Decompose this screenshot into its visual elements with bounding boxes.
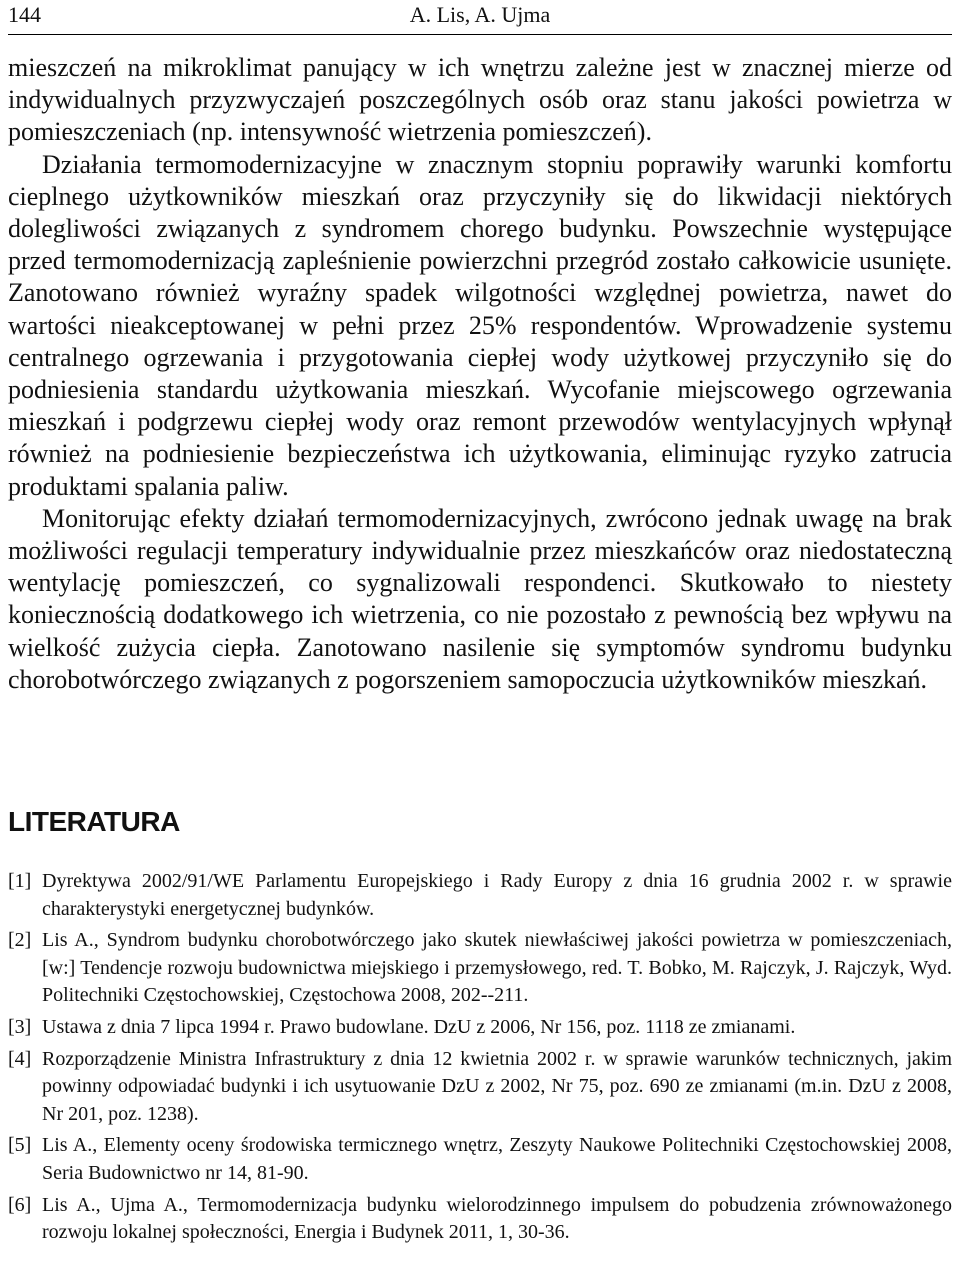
body-paragraph: Monitorując efekty działań termomodernizacyjnych, zwrócono jednak uwagę na brak możliwości regulacji temperatury indywidualnie przez mieszkańców oraz niedostateczną wentylację pomieszczeń, co sygnalizowali respondenci. Skutkowało to niestety koniecznością dodatkowego ich wietrzenia, co nie pozostało z pewnością bez wpływu na wielkość zużycia ciepła. Zanotowano nasilenie się symptomów syndromu budynku chorobotwórczego związanych z pogorszeniem samopoczucia użytkowników mieszkań. [8, 503, 952, 694]
running-head-authors: A. Lis, A. Ujma [409, 2, 551, 27]
section-heading-literature: LITERATURA [8, 806, 180, 837]
reference-item [8, 1192, 952, 1247]
reference-text: Dyrektywa 2002/91/WE Parlamentu Europejskiego i Rady Europy z dnia 16 grudnia 2002 r. w sprawie charakterystyki energetycznej budynków. [42, 870, 952, 920]
body-paragraph: Działania termomodernizacyjne w znacznym stopniu poprawiły warunki komfortu cieplnego użytkowników mieszkań oraz przyczyniły się do likwidacji niektórych dolegliwości związanych z syndromem chorego budynku. Powszechnie występujące przed termomodernizacją zapleśnienie powierzchni przegród zostało całkowicie usunięte. Zanotowano również wyraźny spadek wilgotności względnej powietrza, nawet do wartości nieakceptowanej w pełni przez 25% respondentów. Wprowadzenie systemu centralnego ogrzewania i przygotowania ciepłej wody użytkowej przyczyniło się do podniesienia standardu użytkowania mieszkań. Wycofanie miejscowego ogrzewania mieszkań i podgrzewu ciepłej wody oraz remont przewodów wentylacyjnych wpłynął również na podniesienie bezpieczeństwa ich użytkowania, eliminując ryzyko zatrucia produktami spalania paliw. [8, 149, 952, 501]
reference-item [8, 1046, 952, 1129]
page-number: 144 [8, 2, 41, 27]
body-text [8, 52, 952, 696]
reference-number: [2] [8, 929, 32, 952]
reference-text: Lis A., Syndrom budynku chorobotwórczego jako skutek niewłaściwej jakości powietrza w pomieszczeniach, [w:] Tendencje rozwoju budownictwa miejskiego i przemysłowego, red. T. Bobko, M. Rajczyk, J. Rajczyk, Wyd. Politechniki Częstochowskiej, Częstochowa 2008, 202--211. [42, 929, 952, 1007]
reference-list [8, 868, 952, 1251]
reference-number: [4] [8, 1047, 32, 1070]
reference-item [8, 1014, 952, 1042]
reference-number: [1] [8, 870, 32, 892]
reference-item [8, 868, 952, 923]
reference-item [8, 1132, 952, 1187]
reference-number: [5] [8, 1134, 32, 1157]
reference-number: [3] [8, 1015, 32, 1038]
reference-text: Ustawa z dnia 7 lipca 1994 r. Prawo budowlane. DzU z 2006, Nr 156, poz. 1118 ze zmianami. [42, 1015, 796, 1038]
reference-item [8, 927, 952, 1010]
reference-text: Lis A., Elementy oceny środowiska termicznego wnętrz, Zeszyty Naukowe Politechniki Częstochowskiej 2008, Seria Budownictwo nr 14, 81-90. [42, 1134, 952, 1184]
reference-number: [6] [8, 1193, 32, 1216]
reference-text: Lis A., Ujma A., Termomodernizacja budynku wielorodzinnego impulsem do pobudzenia zrównoważonego rozwoju lokalnej społeczności, Energia i Budynek 2011, 1, 30-36. [42, 1193, 952, 1244]
page-header [8, 0, 952, 35]
reference-text: Rozporządzenie Ministra Infrastruktury z dnia 12 kwietnia 2002 r. w sprawie warunków technicznych, jakim powinny odpowiadać budynki i ich usytuowanie DzU z 2002, Nr 75, poz. 690 ze zmianami (m.in. DzU z 2008, Nr 201, poz. 1238). [42, 1047, 952, 1125]
body-paragraph: mieszczeń na mikroklimat panujący w ich wnętrzu zależne jest w znacznej mierze od indywidualnych przyzwyczajeń poszczególnych osób oraz stanu jakości powietrza w pomieszczeniach (np. intensywność wietrzenia pomieszczeń). [8, 53, 952, 147]
